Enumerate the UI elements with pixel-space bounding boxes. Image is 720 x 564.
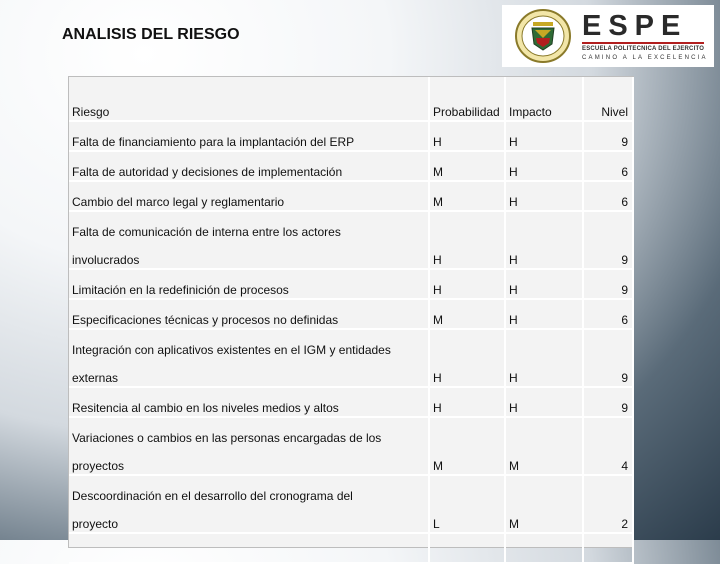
table-row	[69, 475, 633, 533]
cell-nivel: 9	[583, 269, 633, 299]
cell-nivel: 6	[583, 299, 633, 329]
cell-riesgo	[69, 475, 429, 533]
cell-riesgo-line2: externas	[72, 371, 119, 385]
cell-nivel: 9	[583, 329, 633, 387]
cell-nivel: 4	[583, 417, 633, 475]
cell-riesgo: Especificaciones técnicas y procesos no definidas	[69, 299, 429, 329]
cell-riesgo: Limitación en la redefinición de procesos	[69, 269, 429, 299]
institution-seal-icon	[514, 8, 572, 64]
brand-name: ESPE	[582, 10, 688, 42]
table-row	[69, 269, 633, 299]
cell-empty	[583, 533, 633, 563]
table-row	[69, 211, 633, 269]
table-row	[69, 387, 633, 417]
cell-impacto: H	[505, 299, 583, 329]
table-row	[69, 299, 633, 329]
cell-impacto: H	[505, 269, 583, 299]
cell-nivel: 9	[583, 211, 633, 269]
cell-riesgo-line2: proyecto	[72, 517, 119, 531]
cell-empty	[429, 533, 505, 563]
brand-subtitle: ESCUELA POLITECNICA DEL EJERCITO	[582, 46, 705, 52]
cell-impacto: H	[505, 121, 583, 151]
cell-riesgo: Falta de autoridad y decisiones de implementación	[69, 151, 429, 181]
cell-riesgo: Cambio del marco legal y reglamentario	[69, 181, 429, 211]
table-row	[69, 417, 633, 475]
header-impacto: Impacto	[505, 77, 583, 121]
risk-table-container	[68, 76, 634, 548]
cell-nivel: 6	[583, 181, 633, 211]
espe-logo	[502, 5, 714, 67]
cell-probabilidad: H	[429, 387, 505, 417]
cell-nivel: 6	[583, 151, 633, 181]
cell-probabilidad: H	[429, 329, 505, 387]
cell-impacto: M	[505, 475, 583, 533]
cell-riesgo-line1: Variaciones o cambios en las personas encargadas de los	[72, 431, 382, 445]
cell-riesgo: Resitencia al cambio en los niveles medios y altos	[69, 387, 429, 417]
cell-impacto: M	[505, 417, 583, 475]
cell-nivel: 2	[583, 475, 633, 533]
cell-riesgo-line1: Integración con aplicativos existentes en el IGM y entidades	[72, 343, 391, 357]
cell-probabilidad: H	[429, 211, 505, 269]
cell-probabilidad: M	[429, 181, 505, 211]
table-row	[69, 181, 633, 211]
table-header-row	[69, 77, 633, 121]
cell-probabilidad: M	[429, 299, 505, 329]
cell-riesgo	[69, 417, 429, 475]
risk-table	[69, 77, 634, 564]
table-row	[69, 533, 633, 563]
cell-riesgo-line2: involucrados	[72, 253, 140, 267]
cell-riesgo-line1: Descoordinación en el desarrollo del cronograma del	[72, 489, 353, 503]
table-row	[69, 329, 633, 387]
brand-motto: CAMINO A LA EXCELENCIA	[582, 55, 708, 61]
table-row	[69, 151, 633, 181]
cell-impacto: H	[505, 211, 583, 269]
cell-probabilidad: M	[429, 151, 505, 181]
cell-probabilidad: M	[429, 417, 505, 475]
cell-impacto: H	[505, 151, 583, 181]
slide-title: ANALISIS DEL RIESGO	[62, 26, 240, 43]
cell-empty	[69, 533, 429, 563]
cell-riesgo	[69, 329, 429, 387]
table-row	[69, 121, 633, 151]
cell-probabilidad: H	[429, 121, 505, 151]
header-riesgo: Riesgo	[69, 77, 429, 121]
cell-probabilidad: H	[429, 269, 505, 299]
cell-probabilidad: L	[429, 475, 505, 533]
cell-riesgo	[69, 211, 429, 269]
cell-impacto: H	[505, 387, 583, 417]
cell-riesgo-line1: Falta de comunicación de interna entre los actores	[72, 225, 341, 239]
cell-riesgo: Falta de financiamiento para la implantación del ERP	[69, 121, 429, 151]
cell-empty	[505, 533, 583, 563]
cell-impacto: H	[505, 329, 583, 387]
cell-nivel: 9	[583, 387, 633, 417]
cell-riesgo-line2: proyectos	[72, 459, 125, 473]
brand-divider	[582, 42, 704, 44]
cell-nivel: 9	[583, 121, 633, 151]
header-probabilidad: Probabilidad	[429, 77, 505, 121]
cell-impacto: H	[505, 181, 583, 211]
header-nivel: Nivel	[583, 77, 633, 121]
